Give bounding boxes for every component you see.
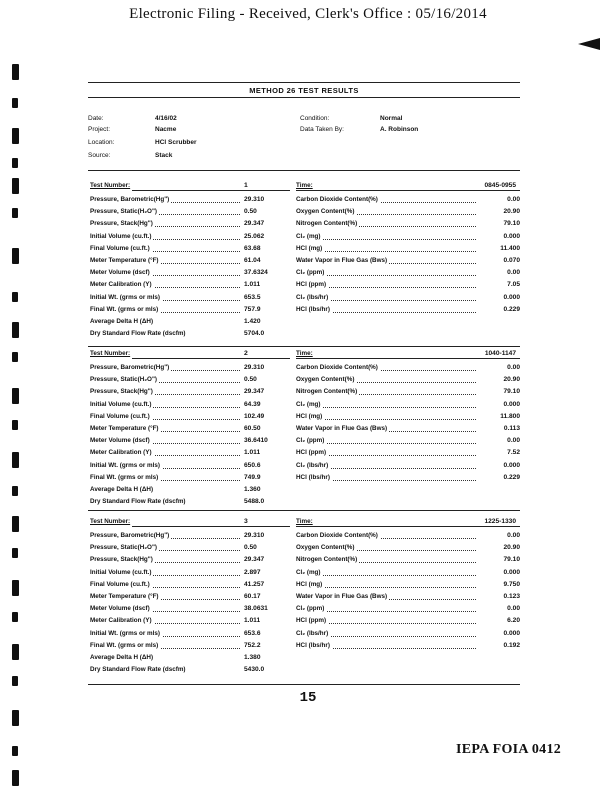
result-row <box>296 292 520 304</box>
result-value: 0.000 <box>501 460 520 472</box>
measurement-value: 36.6410 <box>244 437 268 445</box>
document-title: METHOD 26 TEST RESULTS <box>249 86 359 95</box>
measurement-row <box>90 386 290 398</box>
measurement-label: Dry Standard Flow Rate (dscfm) <box>90 664 188 676</box>
measurement-label: Pressure, Barometric(Hg") <box>90 194 171 206</box>
result-value: 6.20 <box>505 615 520 627</box>
result-value: 0.000 <box>501 628 520 640</box>
result-row <box>296 267 520 279</box>
binder-hole-mark <box>12 178 19 194</box>
measurement-value: 1.380 <box>244 654 261 661</box>
measurement-label: Pressure, Static(H₂O") <box>90 206 159 218</box>
measurement-value: 29.310 <box>244 196 265 203</box>
result-row <box>296 472 520 484</box>
result-label: Cl₂ (ppm) <box>296 435 326 447</box>
result-value: 0.00 <box>505 530 520 542</box>
binder-hole-mark <box>12 770 19 786</box>
arrow-left-icon <box>578 38 600 50</box>
binder-hole-mark <box>12 676 18 686</box>
measurement-value: 2.897 <box>244 568 261 576</box>
test-time-row <box>296 180 520 192</box>
measurement-label: Pressure, Barometric(Hg") <box>90 362 171 374</box>
test-time-row <box>296 348 520 360</box>
measurement-label: Dry Standard Flow Rate (dscfm) <box>90 328 188 340</box>
result-row <box>296 530 520 542</box>
result-row <box>296 411 520 423</box>
measurement-label: Meter Calibration (Y) <box>90 447 154 459</box>
measurement-row <box>90 218 290 230</box>
result-value: 0.00 <box>505 362 520 374</box>
result-value: 0.00 <box>505 435 520 447</box>
result-label: Cl₂ (lbs/hr) <box>296 460 330 472</box>
measurement-label: Final Wt. (grms or mls) <box>90 304 160 316</box>
time-label: Time: <box>296 350 313 357</box>
result-row <box>296 386 520 398</box>
measurement-label: Final Volume (cu.ft.) <box>90 243 152 255</box>
measurement-value: 0.50 <box>244 376 257 384</box>
result-label: Cl₂ (ppm) <box>296 603 326 615</box>
test-time-row <box>296 516 520 528</box>
measurement-row <box>90 316 290 328</box>
measurement-value: 1.360 <box>244 486 261 493</box>
measurement-row <box>90 194 290 206</box>
result-label: Cl₂ (ppm) <box>296 267 326 279</box>
measurement-label: Average Delta H (ΔH) <box>90 652 155 664</box>
time-label: Time: <box>296 518 313 525</box>
binder-hole-mark <box>12 158 18 168</box>
measurement-value: 60.17 <box>244 593 261 600</box>
condition-label: Condition: <box>300 115 330 122</box>
result-value: 0.00 <box>505 267 520 279</box>
result-row <box>296 591 520 603</box>
result-row <box>296 460 520 472</box>
result-row <box>296 628 520 640</box>
binder-hole-mark <box>12 486 18 496</box>
result-value: 0.00 <box>505 603 520 615</box>
test-number-value: 2 <box>244 350 248 357</box>
result-row <box>296 435 520 447</box>
result-value: 0.113 <box>502 423 520 435</box>
result-value: 0.000 <box>501 292 520 304</box>
result-value: 0.000 <box>501 567 520 579</box>
measurement-row <box>90 530 290 542</box>
result-row <box>296 304 520 316</box>
title-rule-top <box>88 82 520 83</box>
measurement-value: 102.49 <box>244 412 265 420</box>
measurement-value: 41.257 <box>244 580 265 588</box>
result-label: Oxygen Content(%) <box>296 206 356 218</box>
binder-hole-mark <box>12 548 18 558</box>
result-value: 0.070 <box>501 255 520 267</box>
taken-by-label: Data Taken By: <box>300 126 344 133</box>
time-value: 1040-1147 <box>484 350 516 357</box>
measurement-label: Pressure, Static(H₂O") <box>90 374 159 386</box>
measurement-label: Meter Temperature (°F) <box>90 423 161 435</box>
title-rule-bottom <box>88 97 520 98</box>
result-row <box>296 640 520 652</box>
measurement-value: 650.6 <box>244 461 261 469</box>
binder-hole-mark <box>12 322 19 338</box>
date-label: Date: <box>88 115 104 122</box>
measurement-row <box>90 460 290 472</box>
measurement-row <box>90 664 290 676</box>
meta-row-date <box>88 114 520 124</box>
result-label: Water Vapor in Flue Gas (Bws) <box>296 255 389 267</box>
measurement-row <box>90 292 290 304</box>
measurement-value: 0.50 <box>244 544 257 552</box>
result-row <box>296 554 520 566</box>
result-row <box>296 567 520 579</box>
result-label: Nitrogen Content(%) <box>296 554 359 566</box>
binder-hole-mark <box>12 98 18 108</box>
measurement-value: 653.5 <box>244 293 261 301</box>
location-value: HCl Scrubber <box>155 139 197 146</box>
time-value: 0845-0955 <box>484 182 516 189</box>
measurement-value: 60.50 <box>244 425 261 432</box>
measurement-label: Meter Temperature (°F) <box>90 591 161 603</box>
result-row <box>296 194 520 206</box>
result-row <box>296 255 520 267</box>
header-underline <box>296 190 520 191</box>
measurement-value: 752.2 <box>244 641 261 649</box>
leader-dots <box>296 239 476 240</box>
measurement-row <box>90 435 290 447</box>
measurement-label: Pressure, Stack(Hg") <box>90 554 155 566</box>
measurement-label: Pressure, Stack(Hg") <box>90 218 155 230</box>
measurement-value: 749.9 <box>244 473 261 481</box>
result-label: Oxygen Content(%) <box>296 542 356 554</box>
header-underline <box>296 358 520 359</box>
result-label: HCl (lbs/hr) <box>296 640 332 652</box>
binder-hole-mark <box>12 516 19 532</box>
measurement-row <box>90 472 290 484</box>
result-row <box>296 399 520 411</box>
date-value: 4/16/02 <box>155 115 177 122</box>
result-value: 0.192 <box>501 640 520 652</box>
result-row <box>296 243 520 255</box>
measurement-row <box>90 567 290 579</box>
result-value: 20.90 <box>501 374 520 386</box>
measurement-value: 25.062 <box>244 232 265 240</box>
test-separator <box>88 510 520 511</box>
measurement-label: Meter Volume (dscf) <box>90 435 152 447</box>
measurement-label: Final Wt. (grms or mls) <box>90 472 160 484</box>
result-label: HCl (lbs/hr) <box>296 472 332 484</box>
measurement-label: Meter Calibration (Y) <box>90 279 154 291</box>
result-row <box>296 542 520 554</box>
binder-hole-mark <box>12 248 19 264</box>
measurement-label: Initial Volume (cu.ft.) <box>90 567 153 579</box>
result-label: Cl₂ (lbs/hr) <box>296 628 330 640</box>
measurement-row <box>90 423 290 435</box>
result-row <box>296 279 520 291</box>
test-number-label: Test Number: <box>90 180 132 192</box>
binder-hole-mark <box>12 352 18 362</box>
result-label: Water Vapor in Flue Gas (Bws) <box>296 423 389 435</box>
result-label: Water Vapor in Flue Gas (Bws) <box>296 591 389 603</box>
document-bottom-rule <box>88 684 520 685</box>
binder-hole-mark <box>12 612 18 622</box>
measurement-label: Pressure, Stack(Hg") <box>90 386 155 398</box>
result-value: 79.10 <box>501 386 520 398</box>
measurement-row <box>90 542 290 554</box>
page-number: 15 <box>299 690 317 706</box>
measurement-value: 1.011 <box>244 617 261 625</box>
source-value: Stack <box>155 152 173 159</box>
header-underline <box>296 526 520 527</box>
binder-hole-mark <box>12 292 18 302</box>
measurement-label: Final Volume (cu.ft.) <box>90 579 152 591</box>
measurement-row <box>90 206 290 218</box>
result-row <box>296 374 520 386</box>
result-row <box>296 206 520 218</box>
measurement-label: Meter Volume (dscf) <box>90 603 152 615</box>
result-row <box>296 423 520 435</box>
result-label: Cl₂ (mg) <box>296 231 322 243</box>
meta-row-source <box>88 151 520 161</box>
measurement-row <box>90 362 290 374</box>
measurement-value: 5488.0 <box>244 498 265 506</box>
result-value: 9.750 <box>501 579 520 591</box>
result-label: Carbon Dioxide Content(%) <box>296 362 380 374</box>
measurement-value: 29.347 <box>244 220 265 228</box>
result-label: Cl₂ (mg) <box>296 399 322 411</box>
time-value: 1225-1330 <box>484 518 516 525</box>
time-label: Time: <box>296 182 313 189</box>
measurement-value: 29.310 <box>244 532 265 539</box>
measurement-row <box>90 652 290 664</box>
foia-stamp: IEPA FOIA 0412 <box>456 742 562 757</box>
measurement-label: Pressure, Barometric(Hg") <box>90 530 171 542</box>
binder-hole-mark <box>12 710 19 726</box>
measurement-value: 653.6 <box>244 629 261 637</box>
leader-dots <box>296 575 476 576</box>
result-value: 7.52 <box>505 447 520 459</box>
result-row <box>296 231 520 243</box>
test-number-row <box>90 516 290 528</box>
test-number-label: Test Number: <box>90 516 132 528</box>
result-value: 0.123 <box>501 591 520 603</box>
measurement-value: 5430.0 <box>244 666 265 674</box>
leader-dots <box>296 407 476 408</box>
test-separator <box>88 346 520 347</box>
measurement-label: Dry Standard Flow Rate (dscfm) <box>90 496 188 508</box>
result-label: HCl (ppm) <box>296 279 328 291</box>
result-value: 0.00 <box>505 194 520 206</box>
measurement-label: Initial Volume (cu.ft.) <box>90 399 153 411</box>
measurement-row <box>90 231 290 243</box>
test-number-row <box>90 348 290 360</box>
binder-hole-mark <box>12 452 19 468</box>
result-label: Cl₂ (lbs/hr) <box>296 292 330 304</box>
measurement-row <box>90 447 290 459</box>
measurement-value: 0.50 <box>244 208 257 216</box>
result-value: 11.800 <box>498 411 520 423</box>
result-row <box>296 579 520 591</box>
result-label: Cl₂ (mg) <box>296 567 322 579</box>
result-value: 20.90 <box>501 542 520 554</box>
measurement-value: 63.68 <box>244 244 261 252</box>
binder-hole-mark <box>12 580 19 596</box>
result-label: Carbon Dioxide Content(%) <box>296 194 380 206</box>
result-row <box>296 603 520 615</box>
binder-hole-mark <box>12 420 18 430</box>
binder-holes <box>6 0 26 800</box>
location-label: Location: <box>88 139 115 146</box>
binder-hole-mark <box>12 388 19 404</box>
measurement-row <box>90 411 290 423</box>
measurement-label: Final Wt. (grms or mls) <box>90 640 160 652</box>
project-value: Nacme <box>155 126 177 133</box>
source-label: Source: <box>88 152 111 159</box>
measurement-value: 1.011 <box>244 449 261 457</box>
result-row <box>296 447 520 459</box>
result-value: 79.10 <box>501 218 520 230</box>
result-value: 0.000 <box>501 231 520 243</box>
measurement-row <box>90 628 290 640</box>
meta-row-project <box>88 125 520 135</box>
test-number-row <box>90 180 290 192</box>
measurement-label: Average Delta H (ΔH) <box>90 484 155 496</box>
result-value: 11.400 <box>498 243 520 255</box>
binder-hole-mark <box>12 128 19 144</box>
measurement-label: Meter Calibration (Y) <box>90 615 154 627</box>
filing-stamp: Electronic Filing - Received, Clerk's Office : 05/16/2014 <box>129 6 487 22</box>
measurement-row <box>90 304 290 316</box>
measurement-label: Initial Wt. (grms or mls) <box>90 628 162 640</box>
taken-by-value: A. Robinson <box>380 126 419 133</box>
measurement-value: 29.347 <box>244 388 265 396</box>
measurement-value: 38.0631 <box>244 605 268 613</box>
measurement-row <box>90 399 290 411</box>
binder-hole-mark <box>12 746 18 756</box>
measurement-row <box>90 579 290 591</box>
result-label: Nitrogen Content(%) <box>296 386 359 398</box>
binder-hole-mark <box>12 644 19 660</box>
binder-hole-mark <box>12 208 18 218</box>
measurement-row <box>90 496 290 508</box>
measurement-label: Final Volume (cu.ft.) <box>90 411 152 423</box>
measurement-row <box>90 603 290 615</box>
measurement-label: Initial Wt. (grms or mls) <box>90 460 162 472</box>
measurement-value: 29.347 <box>244 556 265 564</box>
result-row <box>296 218 520 230</box>
measurement-value: 757.9 <box>244 305 261 313</box>
measurement-value: 64.39 <box>244 400 261 408</box>
measurement-row <box>90 591 290 603</box>
measurement-row <box>90 279 290 291</box>
measurement-label: Initial Wt. (grms or mls) <box>90 292 162 304</box>
measurement-label: Meter Volume (dscf) <box>90 267 152 279</box>
result-label: HCl (mg) <box>296 579 324 591</box>
measurement-row <box>90 640 290 652</box>
result-label: Nitrogen Content(%) <box>296 218 359 230</box>
result-label: HCl (mg) <box>296 411 324 423</box>
measurement-value: 1.011 <box>244 281 261 289</box>
measurement-row <box>90 328 290 340</box>
result-label: HCl (lbs/hr) <box>296 304 332 316</box>
measurement-row <box>90 615 290 627</box>
test-number-value: 1 <box>244 182 248 189</box>
result-row <box>296 615 520 627</box>
measurement-label: Average Delta H (ΔH) <box>90 316 155 328</box>
result-value: 7.05 <box>505 279 520 291</box>
result-label: Oxygen Content(%) <box>296 374 356 386</box>
measurement-row <box>90 267 290 279</box>
condition-value: Normal <box>380 115 403 122</box>
result-value: 79.10 <box>501 554 520 566</box>
meta-row-location <box>88 138 520 148</box>
measurement-label: Meter Temperature (°F) <box>90 255 161 267</box>
result-value: 0.229 <box>501 304 520 316</box>
measurement-row <box>90 484 290 496</box>
test-number-value: 3 <box>244 518 248 525</box>
meta-separator <box>88 170 520 171</box>
measurement-label: Pressure, Static(H₂O") <box>90 542 159 554</box>
result-row <box>296 362 520 374</box>
measurement-value: 61.04 <box>244 257 261 264</box>
measurement-value: 5704.0 <box>244 330 265 338</box>
test-number-label: Test Number: <box>90 348 132 360</box>
result-label: HCl (ppm) <box>296 447 328 459</box>
measurement-row <box>90 255 290 267</box>
measurement-value: 1.420 <box>244 318 261 325</box>
result-label: Carbon Dioxide Content(%) <box>296 530 380 542</box>
binder-hole-mark <box>12 64 19 80</box>
project-label: Project: <box>88 126 111 133</box>
result-label: HCl (mg) <box>296 243 324 255</box>
measurement-row <box>90 374 290 386</box>
measurement-value: 37.6324 <box>244 269 268 277</box>
measurement-label: Initial Volume (cu.ft.) <box>90 231 153 243</box>
result-label: HCl (ppm) <box>296 615 328 627</box>
result-value: 0.000 <box>501 399 520 411</box>
measurement-row <box>90 243 290 255</box>
measurement-row <box>90 554 290 566</box>
result-value: 0.229 <box>501 472 520 484</box>
result-value: 20.90 <box>501 206 520 218</box>
measurement-value: 29.310 <box>244 364 265 371</box>
